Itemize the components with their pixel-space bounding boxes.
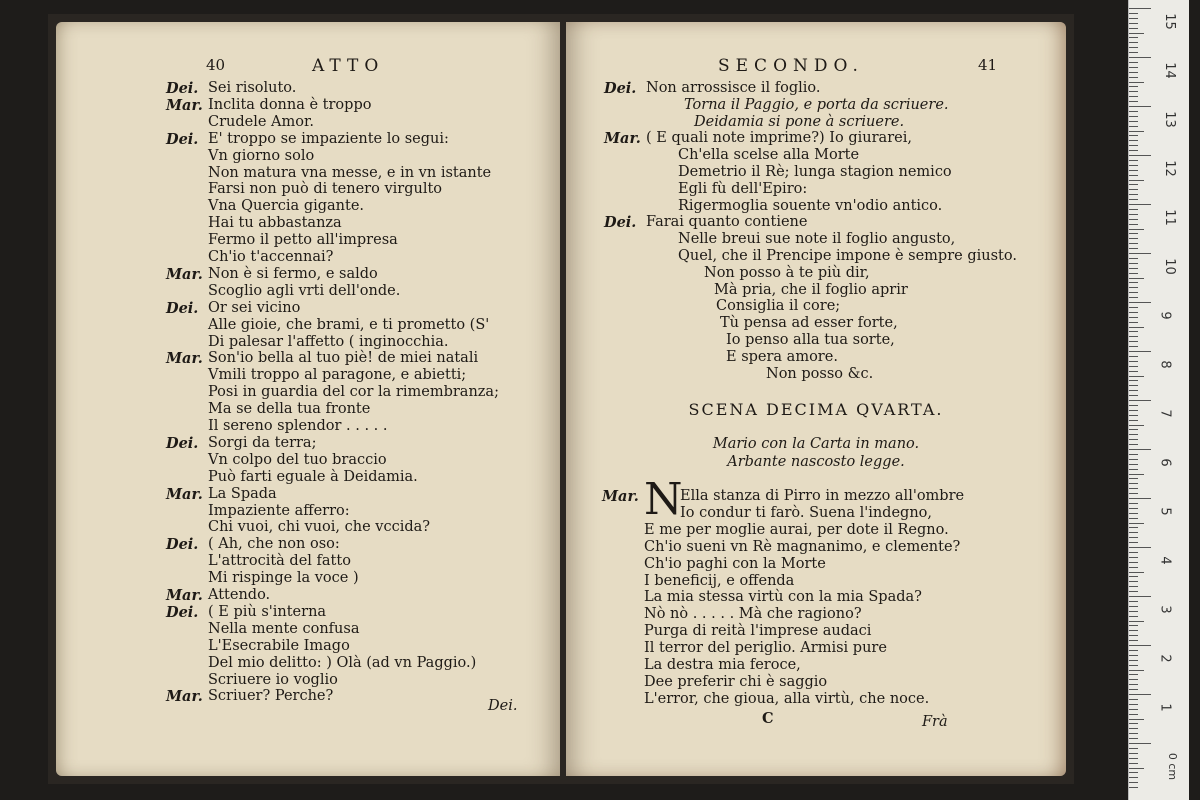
ruler-tick xyxy=(1129,229,1144,230)
ruler-tick xyxy=(1129,606,1138,607)
verse-line: Egli fù dell'Epiro: xyxy=(678,180,808,197)
ruler-tick xyxy=(1129,292,1138,293)
drop-capital: N xyxy=(644,474,683,525)
ruler-tick xyxy=(1129,341,1138,342)
ruler-tick xyxy=(1129,527,1138,528)
ruler-tick xyxy=(1129,782,1138,783)
ruler-tick xyxy=(1129,488,1138,489)
ruler-number: 6 xyxy=(1157,458,1173,467)
ruler-tick xyxy=(1129,772,1138,773)
ruler-tick xyxy=(1129,454,1138,455)
verse-line: Ma se della tua fronte xyxy=(208,401,371,418)
ruler-number: 9 xyxy=(1157,311,1173,320)
speaker-label: Mar. xyxy=(166,485,203,503)
ruler-tick xyxy=(1129,331,1138,332)
verse-line: Inclita donna è troppo xyxy=(208,96,372,113)
verse-line: Consiglia il core; xyxy=(716,298,841,315)
verse-line: Quel, che il Prencipe impone è sempre giusto. xyxy=(678,248,1017,264)
verse-line: Non arrossisce il foglio. xyxy=(646,80,821,96)
verse-line: Nelle breui sue note il foglio angusto, xyxy=(678,231,956,248)
verse-line: Torna il Paggio, e porta da scriuere. xyxy=(684,96,949,113)
right-page xyxy=(566,22,1066,776)
ruler-tick xyxy=(1129,503,1138,504)
ruler-tick xyxy=(1129,493,1138,494)
ruler-tick xyxy=(1129,376,1144,377)
ruler-tick xyxy=(1129,420,1138,421)
scene-title: SCENA DECIMA QVARTA. xyxy=(688,400,944,419)
ruler-tick xyxy=(1129,238,1138,239)
verse-line: Crudele Amor. xyxy=(208,113,314,130)
ruler-tick xyxy=(1129,42,1138,43)
ruler-tick xyxy=(1129,660,1138,661)
stage-direction-1: Mario con la Carta in mano. xyxy=(712,436,920,452)
verse-line: Farai quanto contiene xyxy=(646,214,808,231)
ruler-tick xyxy=(1129,248,1138,249)
ruler-tick xyxy=(1129,28,1138,29)
ruler-tick xyxy=(1129,601,1138,602)
verse-line: Or sei vicino xyxy=(208,299,301,316)
ruler-tick xyxy=(1129,57,1151,58)
speaker-label: Dei. xyxy=(604,80,637,97)
ruler-tick xyxy=(1129,214,1138,215)
verse-line: Scriuere io voglio xyxy=(208,671,338,688)
ruler-tick xyxy=(1129,253,1151,254)
verse-line: E spera amore. xyxy=(726,348,838,365)
ruler-tick xyxy=(1129,621,1144,622)
ruler-tick xyxy=(1129,302,1151,303)
verse-line: I beneficij, e offenda xyxy=(644,572,795,589)
verse-line: La Spada xyxy=(208,485,277,502)
verse-line: Il terror del periglio. Armisi pure xyxy=(644,640,887,657)
verse-line: Io penso alla tua sorte, xyxy=(726,332,895,348)
ruler-tick xyxy=(1129,434,1138,435)
ruler-tick xyxy=(1129,165,1138,166)
ruler-number: 7 xyxy=(1157,409,1173,418)
verse-line: E me per moglie aurai, per dote il Regno. xyxy=(644,521,949,538)
verse-line: Rigermoglia souente vn'odio antico. xyxy=(678,197,943,214)
ruler-tick xyxy=(1129,763,1138,764)
ruler-tick xyxy=(1129,361,1138,362)
speaker-label: Dei. xyxy=(166,80,199,97)
ruler-number: 1 xyxy=(1157,703,1173,712)
ruler-tick xyxy=(1129,542,1138,543)
ruler-tick xyxy=(1129,474,1144,475)
ruler-tick xyxy=(1129,630,1138,631)
ruler-tick xyxy=(1129,748,1138,749)
ruler-tick xyxy=(1129,346,1138,347)
ruler-tick xyxy=(1129,13,1138,14)
ruler-tick xyxy=(1129,625,1138,626)
verse-line: Son'io bella al tuo piè! de miei natali xyxy=(208,350,479,367)
ruler-tick xyxy=(1129,753,1138,754)
ruler-tick xyxy=(1129,743,1151,744)
ruler-tick xyxy=(1129,567,1138,568)
ruler-tick xyxy=(1129,72,1138,73)
verse-line: ( Ah, che non oso: xyxy=(208,536,340,553)
verse-line: Vn giorno solo xyxy=(208,147,315,164)
ruler-tick xyxy=(1129,415,1138,416)
ruler-tick xyxy=(1129,380,1138,381)
ruler-tick xyxy=(1129,116,1138,117)
ruler-tick xyxy=(1129,243,1138,244)
speaker-label: Mar. xyxy=(166,688,203,706)
ruler-tick xyxy=(1129,189,1138,190)
ruler-tick xyxy=(1129,562,1138,563)
verse-line: ( E quali note imprime?) Io giurarei, xyxy=(646,130,912,147)
ruler-tick xyxy=(1129,429,1138,430)
ruler-tick xyxy=(1129,425,1144,426)
ruler-tick xyxy=(1129,444,1138,445)
measurement-ruler xyxy=(1128,0,1189,800)
ruler-tick xyxy=(1129,121,1138,122)
ruler-tick xyxy=(1129,282,1138,283)
ruler-unit-label: 0 cm xyxy=(1166,752,1180,781)
verse-line: Non posso &c. xyxy=(766,365,874,382)
ruler-tick xyxy=(1129,307,1138,308)
ruler-tick xyxy=(1129,679,1138,680)
ruler-number: 13 xyxy=(1161,111,1177,128)
verse-line: Vn colpo del tuo braccio xyxy=(208,451,387,468)
verse-line: Sorgi da terra; xyxy=(208,434,317,451)
ruler-tick xyxy=(1129,650,1138,651)
verse-line: Posi in guardia del cor la rimembranza; xyxy=(208,384,499,401)
ruler-tick xyxy=(1129,67,1138,68)
ruler-tick xyxy=(1129,400,1151,401)
ruler-tick xyxy=(1129,738,1138,739)
verse-line: Scriuer? Perche? xyxy=(208,688,334,705)
ruler-tick xyxy=(1129,322,1138,323)
ruler-tick xyxy=(1129,8,1151,9)
verse-line: Ch'io paghi con la Morte xyxy=(644,555,826,572)
ruler-tick xyxy=(1129,82,1144,83)
ruler-tick xyxy=(1129,709,1138,710)
verse-line: Alle gioie, che brami, e ti prometto (S' xyxy=(208,316,490,333)
speaker-label: Mar. xyxy=(166,96,203,114)
ruler-tick xyxy=(1129,86,1138,87)
speaker-label: Mar. xyxy=(602,488,639,505)
ruler-tick xyxy=(1129,581,1138,582)
ruler-tick xyxy=(1129,640,1138,641)
ruler-number: 4 xyxy=(1157,556,1173,565)
ruler-tick xyxy=(1129,209,1138,210)
verse-line: L'attrocità del fatto xyxy=(208,553,351,570)
speaker-label: Mar. xyxy=(166,587,203,604)
speaker-label: Dei. xyxy=(166,299,199,317)
ruler-tick xyxy=(1129,459,1138,460)
catchword-left: Dei. xyxy=(488,698,518,714)
verse-line: La destra mia feroce, xyxy=(644,657,801,673)
ruler-tick xyxy=(1129,733,1138,734)
speaker-label: Mar. xyxy=(166,265,203,283)
ruler-tick xyxy=(1129,175,1138,176)
ruler-number: 3 xyxy=(1157,605,1173,614)
ruler-tick xyxy=(1129,787,1138,788)
speaker-label: Mar. xyxy=(604,130,641,148)
ruler-tick xyxy=(1129,674,1138,675)
verse-line: Scoglio agli vrti dell'onde. xyxy=(208,282,401,299)
verse-line: Ch'io sueni vn Rè magnanimo, e clemente? xyxy=(644,538,961,555)
ruler-tick xyxy=(1129,518,1138,519)
ruler-tick xyxy=(1129,714,1138,715)
ruler-tick xyxy=(1129,263,1138,264)
ruler-tick xyxy=(1129,194,1138,195)
ruler-tick xyxy=(1129,356,1138,357)
ruler-tick xyxy=(1129,596,1151,597)
verse-line: Tù pensa ad esser forte, xyxy=(720,315,898,332)
ruler-tick xyxy=(1129,258,1138,259)
speaker-label: Dei. xyxy=(166,130,199,148)
page-number-right: 41 xyxy=(978,56,998,74)
ruler-tick xyxy=(1129,537,1138,538)
verse-line: Ella stanza di Pirro in mezzo all'ombre xyxy=(680,488,965,504)
verse-line: Del mio delitto: ) Olà (ad vn Paggio.) xyxy=(208,654,477,671)
ruler-tick xyxy=(1129,616,1138,617)
ruler-tick xyxy=(1129,684,1138,685)
ruler-tick xyxy=(1129,62,1138,63)
ruler-tick xyxy=(1129,777,1138,778)
ruler-tick xyxy=(1129,126,1138,127)
ruler-tick xyxy=(1129,390,1138,391)
ruler-tick xyxy=(1129,312,1138,313)
ruler-number: 15 xyxy=(1161,13,1177,30)
ruler-tick xyxy=(1129,689,1138,690)
ruler-tick xyxy=(1129,140,1138,141)
ruler-tick xyxy=(1129,591,1138,592)
ruler-number: 12 xyxy=(1161,160,1177,177)
ruler-tick xyxy=(1129,351,1151,352)
ruler-tick xyxy=(1129,96,1138,97)
ruler-tick xyxy=(1129,180,1144,181)
ruler-tick xyxy=(1129,273,1138,274)
stage-direction-2: Arbante nascosto legge. xyxy=(727,454,905,470)
catchword-right: Frà xyxy=(922,714,948,730)
ruler-tick xyxy=(1129,586,1138,587)
verse-line: Dee preferir chi è saggio xyxy=(644,673,828,690)
verse-line: Demetrio il Rè; lunga stagion nemico xyxy=(678,164,952,180)
ruler-tick xyxy=(1129,513,1138,514)
verse-line: Mà pria, che il foglio aprir xyxy=(714,281,908,298)
ruler-number: 10 xyxy=(1161,258,1177,275)
verse-line: E' troppo se impaziente lo segui: xyxy=(208,130,449,147)
ruler-tick xyxy=(1129,336,1138,337)
ruler-tick xyxy=(1129,160,1138,161)
verse-line: Fermo il petto all'impresa xyxy=(208,232,398,249)
ruler-tick xyxy=(1129,557,1138,558)
ruler-tick xyxy=(1129,268,1138,269)
ruler-tick xyxy=(1129,547,1151,548)
verse-line: Vmili troppo al paragone, e abietti; xyxy=(208,367,467,384)
ruler-tick xyxy=(1129,327,1144,328)
ruler-tick xyxy=(1129,204,1151,205)
verse-line: L'error, che gioua, alla virtù, che noce. xyxy=(644,690,930,707)
verse-line: Attendo. xyxy=(208,587,271,603)
verse-line: Può farti eguale à Deidamia. xyxy=(208,468,418,485)
ruler-number: 2 xyxy=(1157,654,1173,663)
ruler-tick xyxy=(1129,478,1138,479)
verse-line: L'Esecrabile Imago xyxy=(208,637,350,654)
ruler-tick xyxy=(1129,758,1138,759)
ruler-tick xyxy=(1129,508,1138,509)
verse-line: La mia stessa virtù con la mia Spada? xyxy=(644,589,922,606)
ruler-tick xyxy=(1129,768,1144,769)
ruler-tick xyxy=(1129,645,1151,646)
ruler-tick xyxy=(1129,278,1144,279)
ruler-tick xyxy=(1129,704,1138,705)
ruler-number: 8 xyxy=(1157,360,1173,369)
running-header-right: SECONDO. xyxy=(718,56,864,76)
ruler-tick xyxy=(1129,297,1138,298)
ruler-tick xyxy=(1129,469,1138,470)
ruler-tick xyxy=(1129,385,1138,386)
verse-line: Non matura vna messe, e in vn istante xyxy=(208,164,492,181)
ruler-tick xyxy=(1129,576,1138,577)
ruler-number: 5 xyxy=(1157,507,1173,516)
ruler-tick xyxy=(1129,184,1138,185)
verse-line: Non è si fermo, e saldo xyxy=(208,265,378,282)
ruler-tick xyxy=(1129,287,1138,288)
verse-line: Deidamia si pone à scriuere. xyxy=(694,113,905,130)
ruler-tick xyxy=(1129,37,1138,38)
verse-line: Sei risoluto. xyxy=(208,80,297,96)
ruler-tick xyxy=(1129,317,1138,318)
speaker-label: Mar. xyxy=(166,350,203,368)
ruler-tick xyxy=(1129,371,1138,372)
ruler-tick xyxy=(1129,145,1138,146)
speaker-label: Dei. xyxy=(166,603,199,621)
ruler-tick xyxy=(1129,532,1138,533)
ruler-tick xyxy=(1129,635,1138,636)
verse-line: Farsi non può di tenero virgulto xyxy=(208,181,443,198)
ruler-tick xyxy=(1129,655,1138,656)
ruler-number: 11 xyxy=(1161,209,1177,226)
ruler-tick xyxy=(1129,699,1138,700)
ruler-tick xyxy=(1129,33,1144,34)
ruler-tick xyxy=(1129,439,1138,440)
ruler-tick xyxy=(1129,665,1138,666)
ruler-tick xyxy=(1129,77,1138,78)
ruler-tick xyxy=(1129,572,1144,573)
verse-line: Mi rispinge la voce ) xyxy=(208,570,359,587)
ruler-tick xyxy=(1129,224,1138,225)
verse-line: Ch'ella scelse alla Morte xyxy=(678,147,860,164)
ruler-tick xyxy=(1129,106,1151,107)
left-page xyxy=(56,22,560,776)
ruler-tick xyxy=(1129,611,1138,612)
ruler-tick xyxy=(1129,410,1138,411)
ruler-tick xyxy=(1129,150,1138,151)
open-book xyxy=(48,14,1074,784)
verse-line: ( E più s'interna xyxy=(208,603,327,620)
verse-line: Hai tu abbastanza xyxy=(208,215,342,232)
verse-line: Il sereno splendor . . . . . xyxy=(208,418,388,434)
ruler-tick xyxy=(1129,449,1151,450)
ruler-tick xyxy=(1129,47,1138,48)
verse-line: Io condur ti farò. Suena l'indegno, xyxy=(680,504,932,521)
ruler-tick xyxy=(1129,728,1138,729)
ruler-tick xyxy=(1129,199,1138,200)
ruler-tick xyxy=(1129,552,1138,553)
verse-line: Non posso à te più dir, xyxy=(704,264,870,281)
verse-line: Vna Quercia gigante. xyxy=(208,198,365,215)
ruler-tick xyxy=(1129,405,1138,406)
verse-line: Nella mente confusa xyxy=(208,620,360,637)
ruler-tick xyxy=(1129,131,1144,132)
ruler-tick xyxy=(1129,366,1138,367)
ruler-tick xyxy=(1129,233,1138,234)
verse-line: Nò nò . . . . . Mà che ragiono? xyxy=(644,606,862,623)
ruler-tick xyxy=(1129,395,1138,396)
ruler-tick xyxy=(1129,694,1151,695)
page-number-left: 40 xyxy=(206,56,226,74)
ruler-tick xyxy=(1129,723,1138,724)
speaker-label: Dei. xyxy=(604,214,637,232)
ruler-tick xyxy=(1129,670,1144,671)
ruler-tick xyxy=(1129,219,1138,220)
verse-line: Impaziente afferro: xyxy=(208,502,350,519)
ruler-tick xyxy=(1129,155,1151,156)
ruler-tick xyxy=(1129,170,1138,171)
verse-line: Chi vuoi, chi vuoi, che vccida? xyxy=(208,519,431,536)
speaker-label: Dei. xyxy=(166,434,199,452)
signature-mark: C xyxy=(762,710,774,727)
verse-line: Ch'io t'accennai? xyxy=(208,249,334,265)
ruler-tick xyxy=(1129,23,1138,24)
ruler-tick xyxy=(1129,101,1138,102)
ruler-tick xyxy=(1129,719,1144,720)
ruler-tick xyxy=(1129,52,1138,53)
ruler-number: 14 xyxy=(1161,62,1177,79)
ruler-tick xyxy=(1129,523,1144,524)
ruler-tick xyxy=(1129,111,1138,112)
verse-line: Purga di reità l'imprese audaci xyxy=(644,623,872,640)
verse-line: Di palesar l'affetto ( inginocchia. xyxy=(208,333,449,350)
running-header-left: ATTO xyxy=(312,56,385,76)
ruler-tick xyxy=(1129,91,1138,92)
speaker-label: Dei. xyxy=(166,536,199,554)
ruler-tick xyxy=(1129,135,1138,136)
ruler-tick xyxy=(1129,464,1138,465)
ruler-tick xyxy=(1129,18,1138,19)
ruler-tick xyxy=(1129,483,1138,484)
ruler-tick xyxy=(1129,498,1151,499)
